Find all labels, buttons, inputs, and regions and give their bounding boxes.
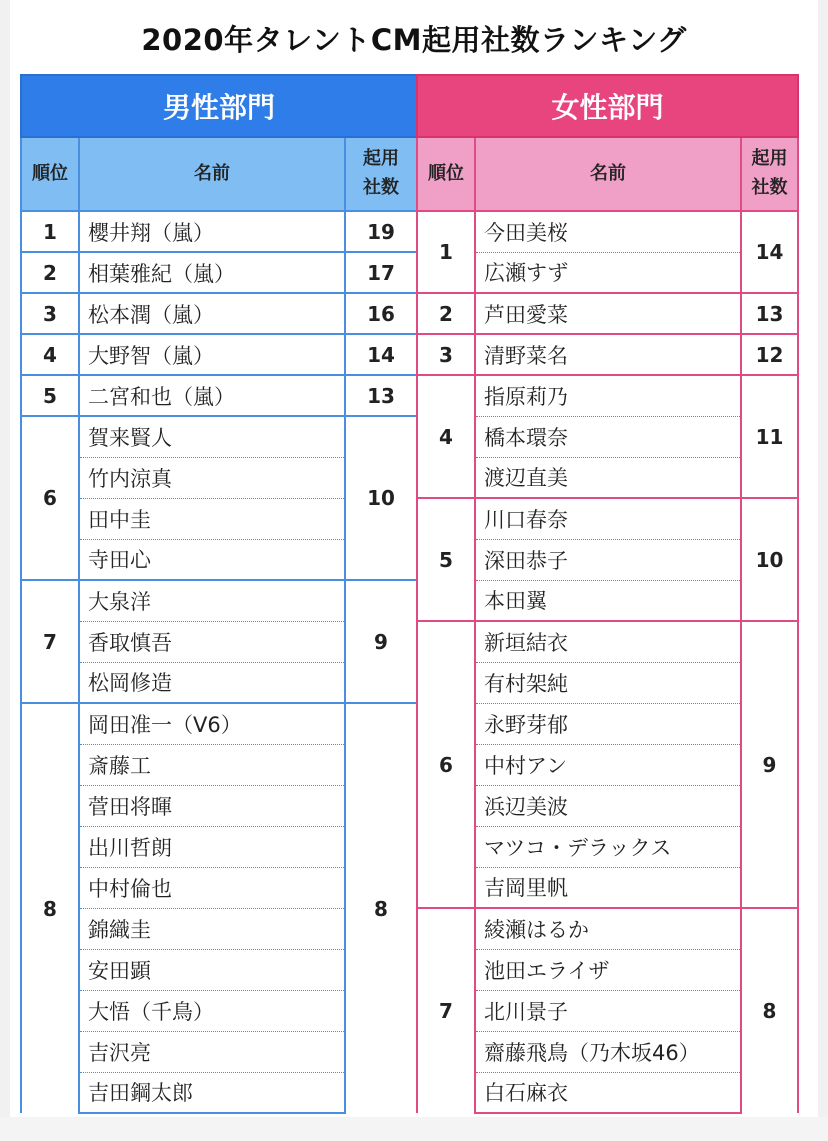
table-row — [417, 498, 798, 539]
rank-cell: 3 — [417, 334, 475, 375]
female-col-count — [741, 137, 798, 211]
name-cell: 今田美桜 — [475, 211, 741, 252]
table-row — [417, 375, 798, 416]
name-cell: 大野智（嵐） — [79, 334, 345, 375]
count-cell: 14 — [741, 211, 798, 293]
name-cell: 清野菜名 — [475, 334, 741, 375]
name-cell: 中村アン — [475, 744, 741, 785]
rank-cell: 6 — [417, 621, 475, 908]
table-row — [417, 990, 798, 1031]
count-cell: 9 — [741, 621, 798, 908]
count-cell: 16 — [345, 293, 417, 334]
female-col-name: 名前 — [475, 137, 741, 211]
table-row — [417, 908, 798, 949]
count-cell: 14 — [345, 334, 417, 375]
rank-cell: 2 — [21, 252, 79, 293]
female-ranking-table — [416, 74, 799, 1114]
male-col-count-label: 起用社数 — [363, 148, 399, 198]
count-cell: 10 — [345, 416, 417, 580]
count-cell: 8 — [741, 908, 798, 1113]
name-cell: 錦織圭 — [79, 908, 345, 949]
table-row — [21, 375, 417, 416]
table-row — [417, 416, 798, 457]
name-cell: マツコ・デラックス — [475, 826, 741, 867]
name-cell: 池田エライザ — [475, 949, 741, 990]
male-ranking-table — [20, 74, 418, 1114]
table-row — [417, 293, 798, 334]
name-cell: 有村架純 — [475, 662, 741, 703]
rank-cell: 8 — [21, 703, 79, 1113]
name-cell: 松岡修造 — [79, 662, 345, 703]
rank-cell: 1 — [21, 211, 79, 252]
name-cell: 広瀬すず — [475, 252, 741, 293]
name-cell: 橋本環奈 — [475, 416, 741, 457]
name-cell: 竹内涼真 — [79, 457, 345, 498]
table-row — [21, 252, 417, 293]
table-row — [417, 1031, 798, 1072]
table-row — [21, 211, 417, 252]
table-row — [21, 580, 417, 621]
name-cell: 齋藤飛鳥（乃木坂46） — [475, 1031, 741, 1072]
count-cell: 17 — [345, 252, 417, 293]
name-cell: 指原莉乃 — [475, 375, 741, 416]
name-cell: 岡田准一（V6） — [79, 703, 345, 744]
name-cell: 相葉雅紀（嵐） — [79, 252, 345, 293]
male-table-body — [21, 211, 417, 1113]
table-row — [417, 826, 798, 867]
count-cell: 19 — [345, 211, 417, 252]
name-cell: 新垣結衣 — [475, 621, 741, 662]
female-col-rank: 順位 — [417, 137, 475, 211]
table-row — [21, 293, 417, 334]
rank-cell: 5 — [417, 498, 475, 621]
rank-cell: 1 — [417, 211, 475, 293]
rank-cell: 6 — [21, 416, 79, 580]
count-cell: 11 — [741, 375, 798, 498]
table-row — [417, 949, 798, 990]
name-cell: 大悟（千鳥） — [79, 990, 345, 1031]
female-table-body — [417, 211, 798, 1113]
name-cell: 綾瀬はるか — [475, 908, 741, 949]
count-cell: 9 — [345, 580, 417, 703]
name-cell: 芦田愛菜 — [475, 293, 741, 334]
name-cell: 田中圭 — [79, 498, 345, 539]
rank-cell: 5 — [21, 375, 79, 416]
count-cell: 10 — [741, 498, 798, 621]
count-cell: 13 — [345, 375, 417, 416]
table-row — [417, 867, 798, 908]
table-row — [417, 744, 798, 785]
name-cell: 白石麻衣 — [475, 1072, 741, 1113]
male-section-heading: 男性部門 — [21, 75, 417, 137]
name-cell: 浜辺美波 — [475, 785, 741, 826]
table-row — [417, 334, 798, 375]
table-row — [21, 703, 417, 744]
rank-cell: 4 — [417, 375, 475, 498]
name-cell: 川口春奈 — [475, 498, 741, 539]
name-cell: 香取慎吾 — [79, 621, 345, 662]
male-col-count — [345, 137, 417, 211]
name-cell: 出川哲朗 — [79, 826, 345, 867]
name-cell: 深田恭子 — [475, 539, 741, 580]
male-col-rank: 順位 — [21, 137, 79, 211]
female-section-heading: 女性部門 — [417, 75, 798, 137]
name-cell: 渡辺直美 — [475, 457, 741, 498]
name-cell: 永野芽郁 — [475, 703, 741, 744]
left-margin — [0, 0, 10, 1141]
name-cell: 松本潤（嵐） — [79, 293, 345, 334]
rank-cell: 7 — [21, 580, 79, 703]
table-row — [417, 211, 798, 252]
count-cell: 8 — [345, 703, 417, 1113]
count-cell: 13 — [741, 293, 798, 334]
female-col-count-label: 起用社数 — [751, 148, 788, 198]
name-cell: 吉岡里帆 — [475, 867, 741, 908]
name-cell: 中村倫也 — [79, 867, 345, 908]
table-row — [417, 703, 798, 744]
page-title: 2020年タレントCM起用社数ランキング — [141, 23, 687, 57]
name-cell: 北川景子 — [475, 990, 741, 1031]
count-cell: 12 — [741, 334, 798, 375]
table-row — [417, 252, 798, 293]
name-cell: 安田顕 — [79, 949, 345, 990]
table-row — [417, 539, 798, 580]
name-cell: 賀来賢人 — [79, 416, 345, 457]
name-cell: 櫻井翔（嵐） — [79, 211, 345, 252]
table-row — [417, 457, 798, 498]
table-row — [417, 785, 798, 826]
rank-cell: 3 — [21, 293, 79, 334]
rank-cell: 7 — [417, 908, 475, 1113]
male-col-name: 名前 — [79, 137, 345, 211]
name-cell: 寺田心 — [79, 539, 345, 580]
name-cell: 菅田将暉 — [79, 785, 345, 826]
table-row — [21, 334, 417, 375]
name-cell: 二宮和也（嵐） — [79, 375, 345, 416]
right-margin — [818, 0, 828, 1141]
rank-cell: 2 — [417, 293, 475, 334]
name-cell: 本田翼 — [475, 580, 741, 621]
table-row — [417, 1072, 798, 1113]
table-row — [417, 621, 798, 662]
bottom-margin — [0, 1117, 828, 1141]
name-cell: 吉沢亮 — [79, 1031, 345, 1072]
rank-cell: 4 — [21, 334, 79, 375]
name-cell: 斎藤工 — [79, 744, 345, 785]
table-row — [417, 580, 798, 621]
name-cell: 大泉洋 — [79, 580, 345, 621]
table-row — [417, 662, 798, 703]
table-row — [21, 416, 417, 457]
name-cell: 吉田鋼太郎 — [79, 1072, 345, 1113]
